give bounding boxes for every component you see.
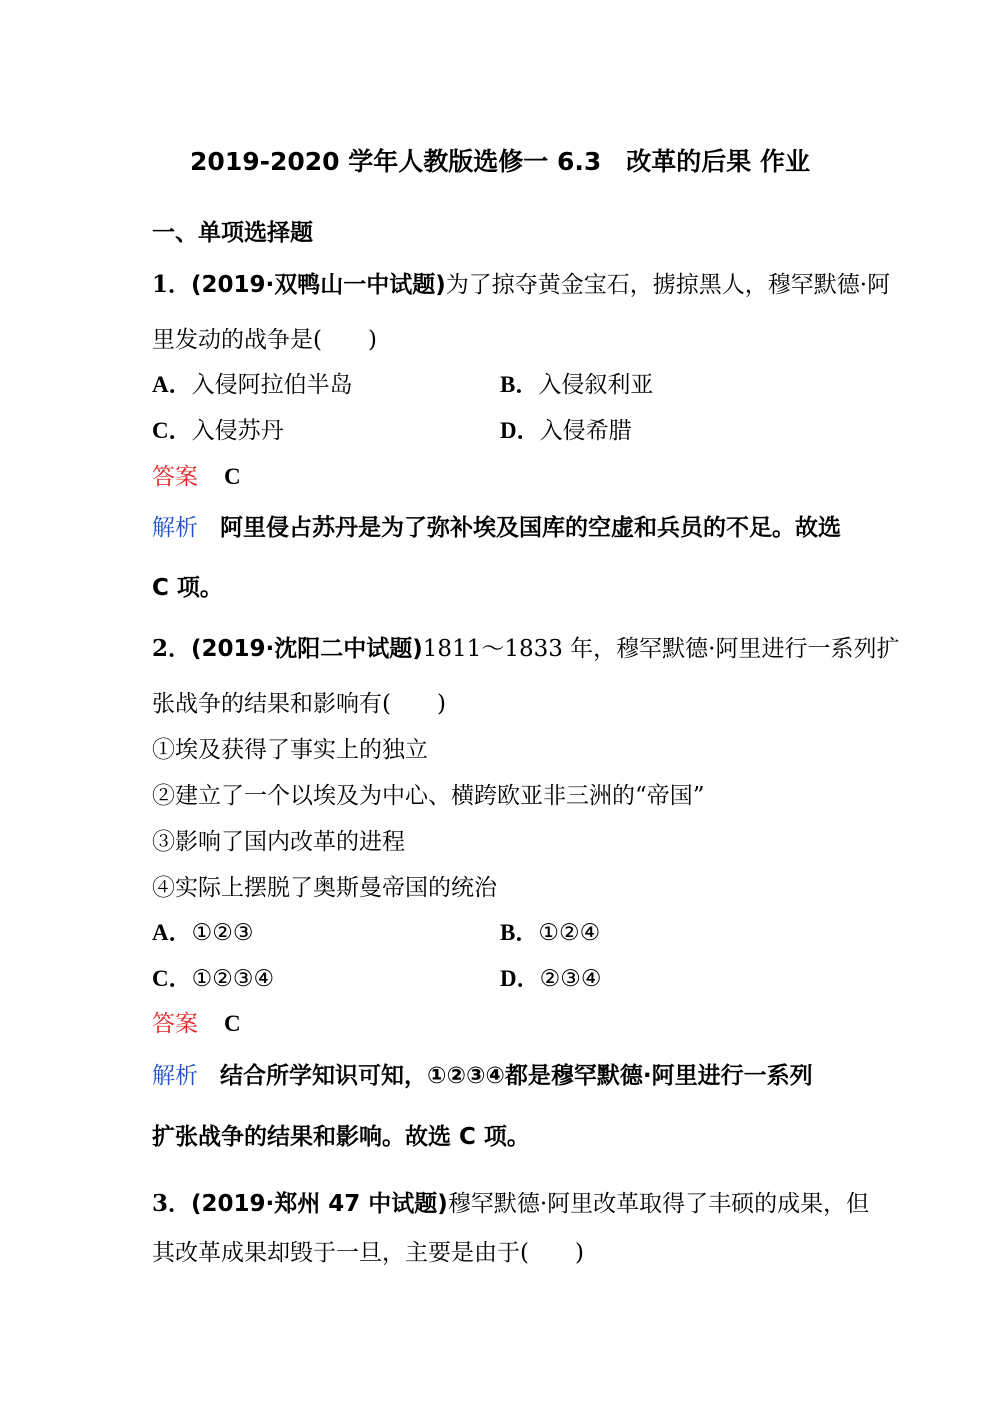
q2-item-3: ③影响了国内改革的进程 bbox=[152, 829, 405, 855]
question-text: 为了掠夺黄金宝石，掳掠黑人，穆罕默德·阿 bbox=[445, 272, 891, 298]
question-text: 1811～1833 年，穆罕默德·阿里进行一系列扩 bbox=[422, 636, 900, 662]
option-text: ②③④ bbox=[539, 966, 602, 992]
option-letter: C． bbox=[152, 418, 192, 443]
answer-value: C bbox=[224, 1011, 241, 1036]
option-text: ①②③④ bbox=[191, 966, 275, 992]
q1-answer bbox=[152, 462, 241, 492]
analysis-label: 解析 bbox=[152, 515, 198, 541]
question-number: 3． bbox=[152, 1190, 192, 1217]
question-source: (2019·沈阳二中试题) bbox=[191, 636, 423, 662]
q2-item-4: ④实际上摆脱了奥斯曼帝国的统治 bbox=[152, 875, 497, 901]
option-letter: D． bbox=[500, 966, 540, 991]
question-source: (2019·双鸭山一中试题) bbox=[191, 272, 446, 298]
q1-analysis-continued: C 项。 bbox=[152, 575, 223, 601]
question-source: (2019·郑州 47 中试题) bbox=[191, 1191, 448, 1217]
q2-answer bbox=[152, 1009, 241, 1039]
option-text: ①②③ bbox=[191, 920, 254, 946]
option-letter: A． bbox=[152, 372, 192, 397]
section-heading: 一、单项选择题 bbox=[152, 220, 313, 246]
q2-analysis-continued: 扩张战争的结果和影响。故选 C 项。 bbox=[152, 1124, 530, 1150]
option-text: 入侵希腊 bbox=[539, 418, 632, 444]
q2-option-d bbox=[500, 964, 601, 994]
question-1-stem-continued: 里发动的战争是( ) bbox=[152, 327, 377, 353]
q1-option-a bbox=[152, 370, 353, 400]
question-number: 2． bbox=[152, 635, 192, 662]
q2-option-b bbox=[500, 918, 600, 948]
answer-label: 答案 bbox=[152, 1011, 198, 1037]
option-letter: B． bbox=[500, 920, 539, 945]
option-letter: C． bbox=[152, 966, 192, 991]
q1-option-c bbox=[152, 416, 284, 446]
question-2-stem-continued: 张战争的结果和影响有( ) bbox=[152, 691, 446, 717]
option-text: ①②④ bbox=[538, 920, 601, 946]
question-3-stem-continued: 其改革成果却毁于一旦，主要是由于( ) bbox=[152, 1240, 584, 1266]
answer-label: 答案 bbox=[152, 464, 198, 490]
q1-analysis bbox=[152, 513, 841, 543]
question-text: 穆罕默德·阿里改革取得了丰硕的成果，但 bbox=[447, 1191, 870, 1217]
analysis-text: 阿里侵占苏丹是为了弥补埃及国库的空虚和兵员的不足。故选 bbox=[220, 515, 841, 541]
option-letter: D． bbox=[500, 418, 540, 443]
q1-option-b bbox=[500, 370, 653, 400]
option-text: 入侵苏丹 bbox=[191, 418, 284, 444]
q2-analysis bbox=[152, 1061, 813, 1091]
analysis-text: 结合所学知识可知，①②③④都是穆罕默德·阿里进行一系列 bbox=[220, 1063, 813, 1089]
option-letter: A． bbox=[152, 920, 192, 945]
question-2-stem bbox=[152, 634, 900, 664]
option-text: 入侵叙利亚 bbox=[538, 372, 654, 398]
q2-option-c bbox=[152, 964, 274, 994]
question-1-stem bbox=[152, 270, 890, 300]
answer-value: C bbox=[224, 464, 241, 489]
option-letter: B． bbox=[500, 372, 539, 397]
document-title: 2019-2020 学年人教版选修一 6.3 改革的后果 作业 bbox=[190, 147, 810, 176]
q2-item-1: ①埃及获得了事实上的独立 bbox=[152, 737, 428, 763]
option-text: 入侵阿拉伯半岛 bbox=[191, 372, 353, 398]
question-3-stem bbox=[152, 1189, 869, 1219]
q2-option-a bbox=[152, 918, 253, 948]
q2-item-2: ②建立了一个以埃及为中心、横跨欧亚非三洲的“帝国” bbox=[152, 783, 705, 809]
analysis-label: 解析 bbox=[152, 1063, 198, 1089]
question-number: 1． bbox=[152, 271, 192, 298]
q1-option-d bbox=[500, 416, 632, 446]
